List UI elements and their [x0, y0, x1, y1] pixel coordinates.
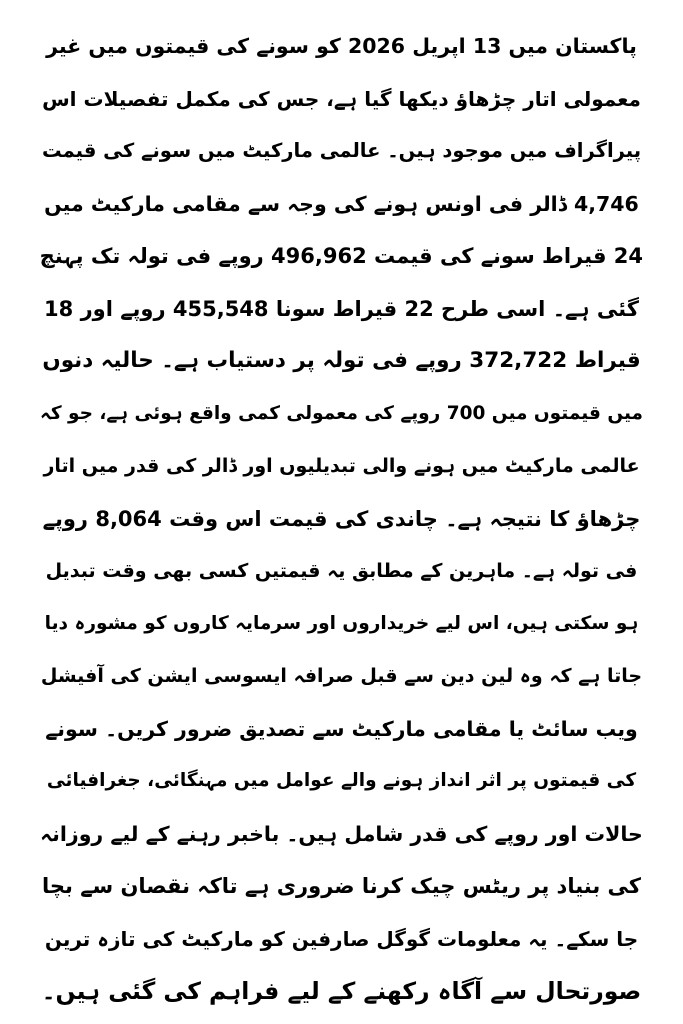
text-line: ہو سکتی ہیں، اس لیے خریداروں اور سرمایہ کاروں کو مشورہ دیا: [44, 612, 639, 634]
text-line: فی تولہ ہے۔ ماہرین کے مطابق یہ قیمتیں کسی بھی وقت تبدیل: [45, 560, 638, 582]
text-line: صورتحال سے آگاہ رکھنے کے لیے فراہم کی گئی ہیں۔: [41, 977, 642, 1005]
text-line: قیراط 372,722 روپے فی تولہ پر دستیاب ہے۔ حالیہ دنوں: [42, 348, 641, 373]
text-line: پاکستان میں 13 اپریل 2026 کو سونے کی قیمتوں میں غیر: [46, 34, 637, 58]
text-line: 4,746 ڈالر فی اونس ہونے کی وجہ سے مقامی مارکیٹ میں: [44, 191, 639, 216]
text-line: گئی ہے۔ اسی طرح 22 قیراط سونا 455,548 روپے اور 18: [44, 296, 639, 321]
text-line: ویب سائٹ یا مقامی مارکیٹ سے تصدیق ضرور کریں۔ سونے: [45, 716, 638, 741]
text-line: کی بنیاد پر ریٹس چیک کرنا ضروری ہے تاکہ نقصان سے بچا: [41, 874, 641, 898]
text-line: چڑھاؤ کا نتیجہ ہے۔ چاندی کی قیمت اس وقت 8,064 روپے: [42, 506, 641, 531]
text-line: عالمی مارکیٹ میں ہونے والی تبدیلیوں اور ڈالر کی قدر میں اتار: [43, 455, 640, 477]
urdu-paragraph: [40, 20, 643, 1018]
text-line: پیراگراف میں موجود ہیں۔ عالمی مارکیٹ میں سونے کی قیمت: [41, 139, 642, 162]
text-line: حالات اور روپے کی قدر شامل ہیں۔ باخبر رہنے کے لیے روزانہ: [40, 821, 643, 846]
text-line: جا سکے۔ یہ معلومات گوگل صارفین کو مارکیٹ کی تازہ ترین: [44, 926, 639, 951]
text-line: میں قیمتوں میں 700 روپے کی معمولی کمی واقع ہوئی ہے، جو کہ: [39, 402, 643, 424]
text-line: جاتا ہے کہ وہ لین دین سے قبل صرافہ ایسوسی ایشن کی آفیشل: [40, 665, 643, 687]
text-line: کی قیمتوں پر اثر انداز ہونے والے عوامل میں مہنگائی، جغرافیائی: [46, 770, 637, 791]
text-line: 24 قیراط سونے کی قیمت 496,962 روپے فی تولہ تک پہنچ: [39, 244, 643, 268]
text-line: معمولی اتار چڑھاؤ دیکھا گیا ہے، جس کی مکمل تفصیلات اس: [42, 86, 641, 111]
